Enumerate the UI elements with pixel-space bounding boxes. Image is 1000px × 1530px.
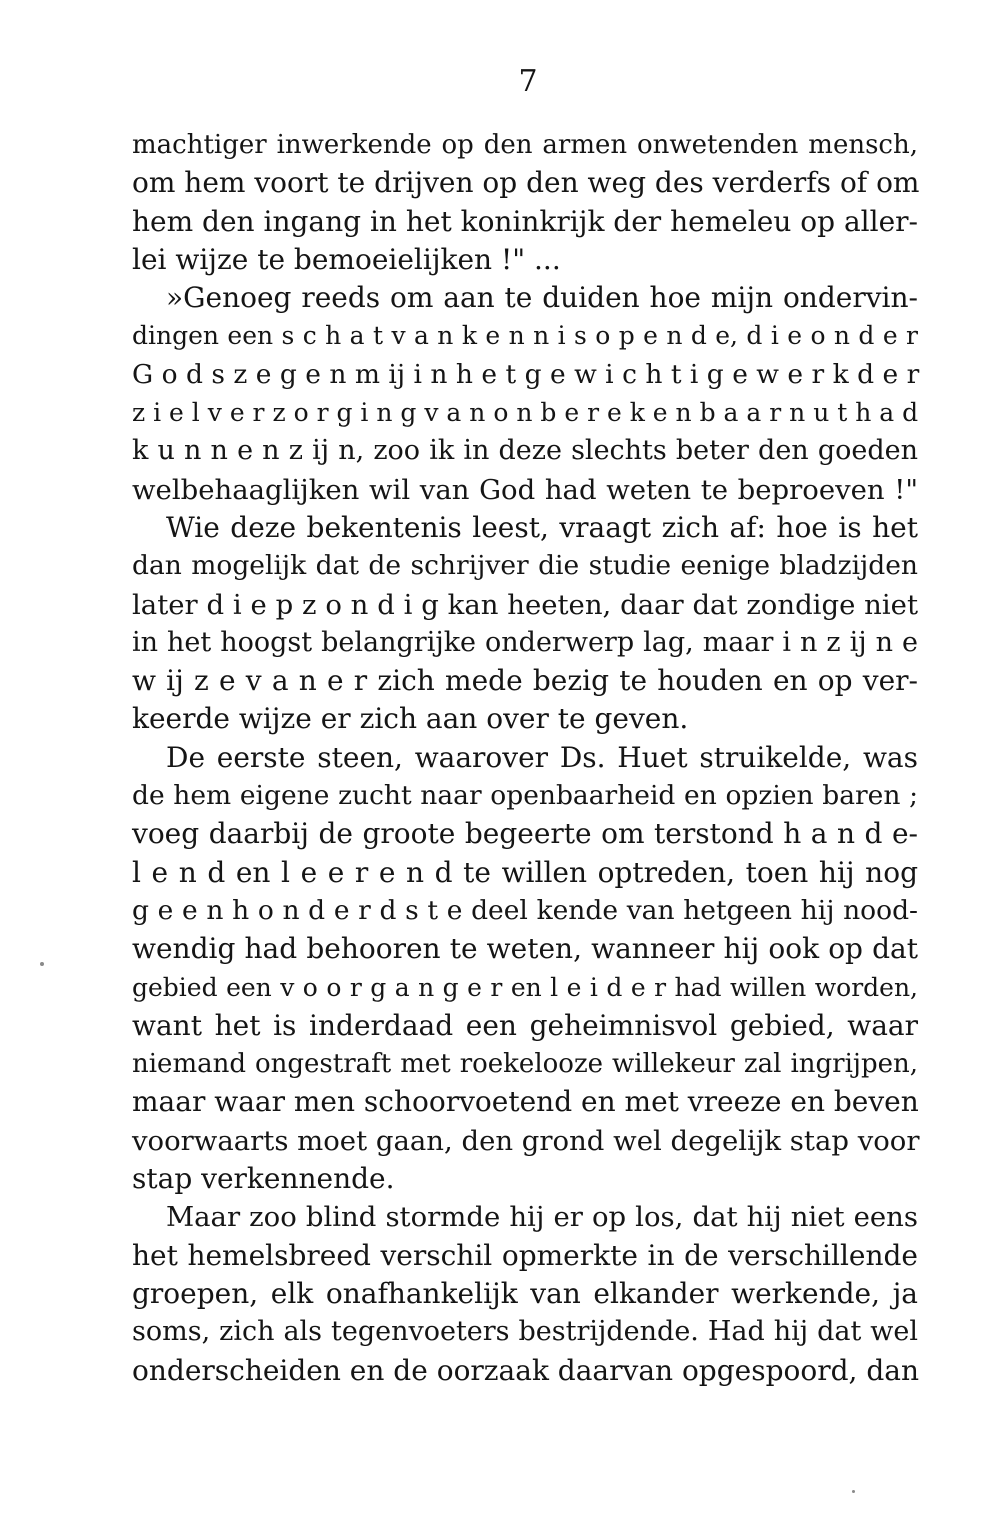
text-line: lei wijze te bemoeielijken !" ... [132,242,561,276]
text-line: voorwaarts moet gaan, den grond wel degelijk stap voor [132,1124,920,1157]
text-line: de hem eigene zucht naar openbaarheid en opzien baren ; [132,780,918,812]
text-line: welbehaaglijken wil van God had weten te beproeven !" [132,473,918,506]
text-line: het hemelsbreed verschil opmerkte in de verschillende [132,1238,918,1272]
text-line: groepen, elk onafhankelijk van elkander werkende, ja [132,1276,918,1310]
text-line: w ij z e v a n e r zich mede bezig te houden en op ver- [132,664,918,698]
text-line: maar waar men schoorvoetend en met vreeze en beven [132,1085,919,1119]
text-line: want het is inderdaad een geheimnisvol gebied, waar [132,1008,918,1042]
text-line: keerde wijze er zich aan over te geven. [132,702,689,736]
text-line: later d i e p z o n d i g kan heeten, daar dat zondige niet [132,588,918,621]
text-line: gebied een v o o r g a n g e r en l e i d e r had willen worden, [132,972,918,1002]
text-line: Maar zoo blind stormde hij er op los, dat hij niet eens [166,1201,918,1234]
text-line: onderscheiden en de oorzaak daarvan opgespoord, dan [132,1353,919,1387]
text-line: voeg daarbij de groote begeerte om terstond h a n d e- [132,817,918,851]
text-line: k u n n e n z ij n, zoo ik in deze slechts beter den goeden [132,435,918,467]
text-line: z i e l v e r z o r g i n g v a n o n b e r e k e n b a a r n u t h a d [132,398,919,428]
text-line: niemand ongestraft met roekelooze willekeur zal ingrijpen, [132,1049,918,1080]
body-text [132,126,918,1390]
ink-speck [852,1490,855,1493]
text-line: soms, zich als tegenvoeters bestrijdende. Had hij dat wel [132,1316,918,1348]
text-line: stap verkennende. [132,1162,395,1196]
text-line: G o d s z e g e n m ij i n h e t g e w i c h t i g e w e r k d e r [132,358,920,390]
ink-speck [40,962,44,966]
text-line: l e n d en l e e r e n d te willen optreden, toen hij nog [132,855,918,889]
text-line: hem den ingang in het koninkrijk der hemeleu op aller- [132,204,918,238]
text-line: dingen een s c h a t v a n k e n n i s o p e n d e, d i e o n d e r [132,321,918,351]
text-line: g e e n h o n d e r d s t e deel kende van hetgeen hij nood- [132,894,918,926]
text-line: in het hoogst belangrijke onderwerp lag, maar i n z ij n e [132,626,918,658]
page-number: 7 [518,64,538,99]
text-line: om hem voort te drijven op den weg des verderfs of om [132,166,920,200]
text-line: Wie deze bekentenis leest, vraagt zich af: hoe is het [166,510,918,544]
text-line: »Genoeg reeds om aan te duiden hoe mijn ondervin- [166,281,918,315]
text-line: wendig had behooren te weten, wanneer hij ook op dat [132,932,918,966]
text-line: De eerste steen, waarover Ds. Huet struikelde, was [166,740,918,774]
text-line: machtiger inwerkende op den armen onwetenden mensch, [132,130,918,160]
text-line: dan mogelijk dat de schrijver die studie eenige bladzijden [132,550,918,582]
